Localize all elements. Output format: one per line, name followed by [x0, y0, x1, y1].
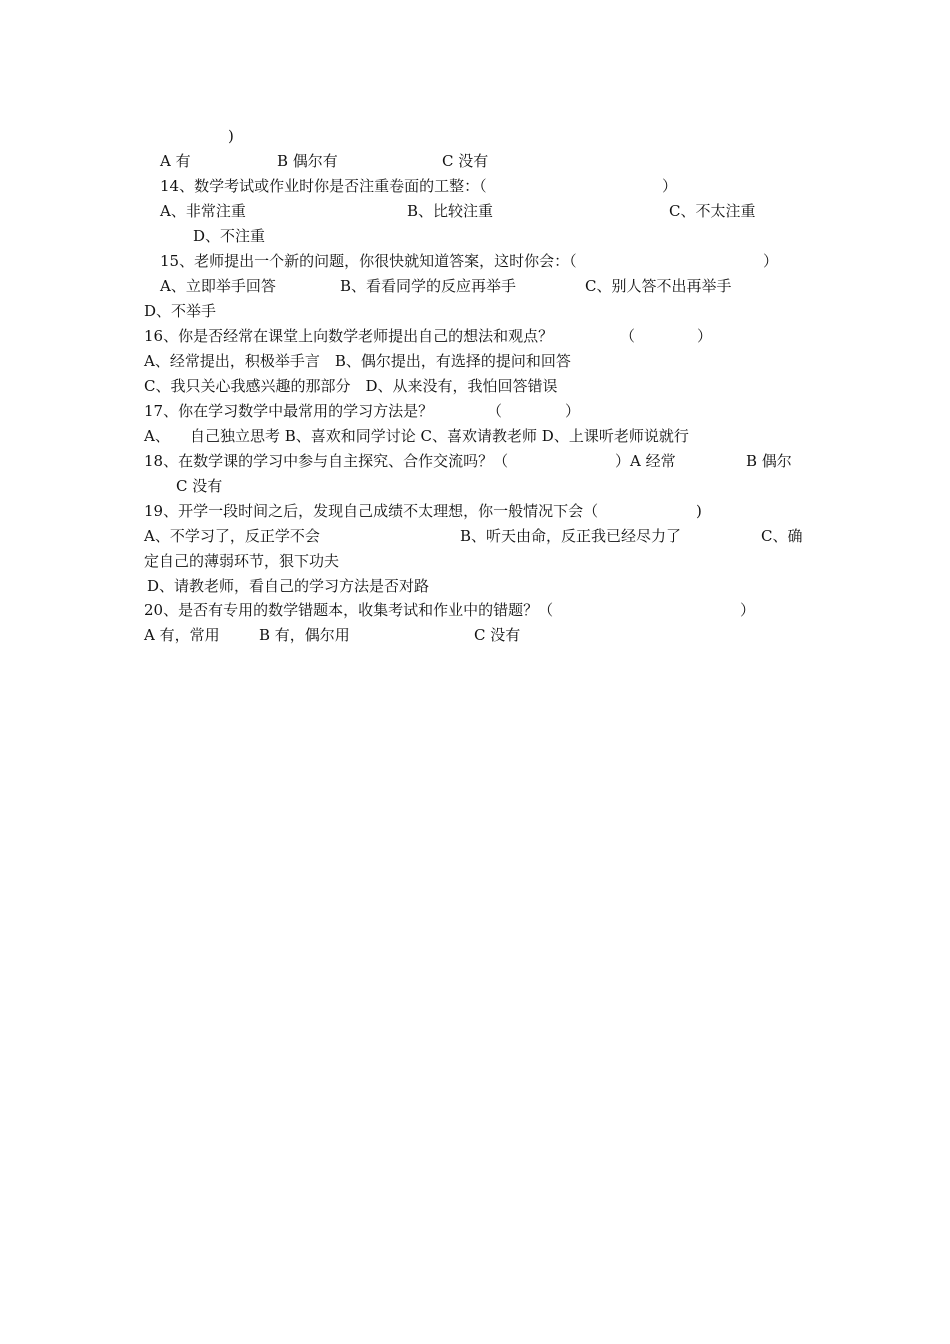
- q13-option-b: B 偶尔有: [277, 152, 338, 170]
- q19-option-b: B、听天由命，反正我已经尽力了: [460, 527, 682, 545]
- q16-paren-open: （: [620, 327, 636, 345]
- q14-option-c: C、不太注重: [669, 202, 756, 220]
- q15-option-c: C、别人答不出再举手: [585, 277, 732, 295]
- q18-option-b: B 偶尔: [746, 452, 792, 470]
- q20-option-b: B 有，偶尔用: [259, 626, 350, 644]
- q14-option-a: A、非常注重: [160, 202, 246, 220]
- q14-option-b: B、比较注重: [407, 202, 494, 220]
- q20-question: 20、是否有专用的数学错题本，收集考试和作业中的错题？（: [144, 601, 554, 619]
- q19-option-c-start: C、确: [761, 527, 803, 545]
- q13-option-a: A 有: [160, 152, 191, 170]
- q16-options-ab: A、经常提出，积极举手言 B、偶尔提出，有选择的提问和回答: [144, 352, 571, 370]
- q16-options-cd: C、我只关心我感兴趣的那部分 D、从来没有，我怕回答错误: [144, 377, 558, 395]
- q17-paren-close: ）: [565, 402, 581, 420]
- q18-option-a: ）A 经常: [615, 452, 676, 470]
- q17-option-a-label: A、: [144, 427, 170, 445]
- q16-question: 16、你是否经常在课堂上向数学老师提出自己的想法和观点？: [144, 327, 554, 345]
- q17-options: 自己独立思考 B、喜欢和同学讨论 C、喜欢请教老师 D、上课听老师说就行: [190, 427, 689, 445]
- q15-option-a: A、立即举手回答: [160, 277, 276, 295]
- q19-question: 19、开学一段时间之后，发现自己成绩不太理想，你一般情况下会（: [144, 502, 599, 520]
- q14-question: 14、数学考试或作业时你是否注重卷面的工整：（: [160, 177, 487, 195]
- q19-option-c-end: 定自己的薄弱环节，狠下功夫: [144, 552, 340, 570]
- q18-option-c: C 没有: [176, 477, 223, 495]
- q13-option-c: C 没有: [442, 152, 489, 170]
- q13-paren-close: ): [228, 127, 234, 145]
- q17-paren-open: （: [487, 402, 503, 420]
- q15-question: 15、老师提出一个新的问题，你很快就知道答案，这时你会：（: [160, 252, 577, 270]
- q20-paren-close: ）: [740, 601, 756, 619]
- q19-option-d: D、请教老师，看自己的学习方法是否对路: [147, 577, 430, 595]
- q19-option-a: A、不学习了，反正学不会: [144, 527, 320, 545]
- q15-paren-close: ）: [763, 252, 779, 270]
- q15-option-d: D、不举手: [144, 302, 217, 320]
- q18-question: 18、在数学课的学习中参与自主探究、合作交流吗？（: [144, 452, 509, 470]
- q20-option-c: C 没有: [474, 626, 521, 644]
- q17-question: 17、你在学习数学中最常用的学习方法是？: [144, 402, 434, 420]
- q15-option-b: B、看看同学的反应再举手: [340, 277, 517, 295]
- q16-paren-close: ）: [697, 327, 713, 345]
- q19-paren-close: ): [696, 502, 702, 520]
- q14-paren-close: ）: [662, 177, 678, 195]
- q20-option-a: A 有，常用: [144, 626, 220, 644]
- q14-option-d: D、不注重: [193, 227, 266, 245]
